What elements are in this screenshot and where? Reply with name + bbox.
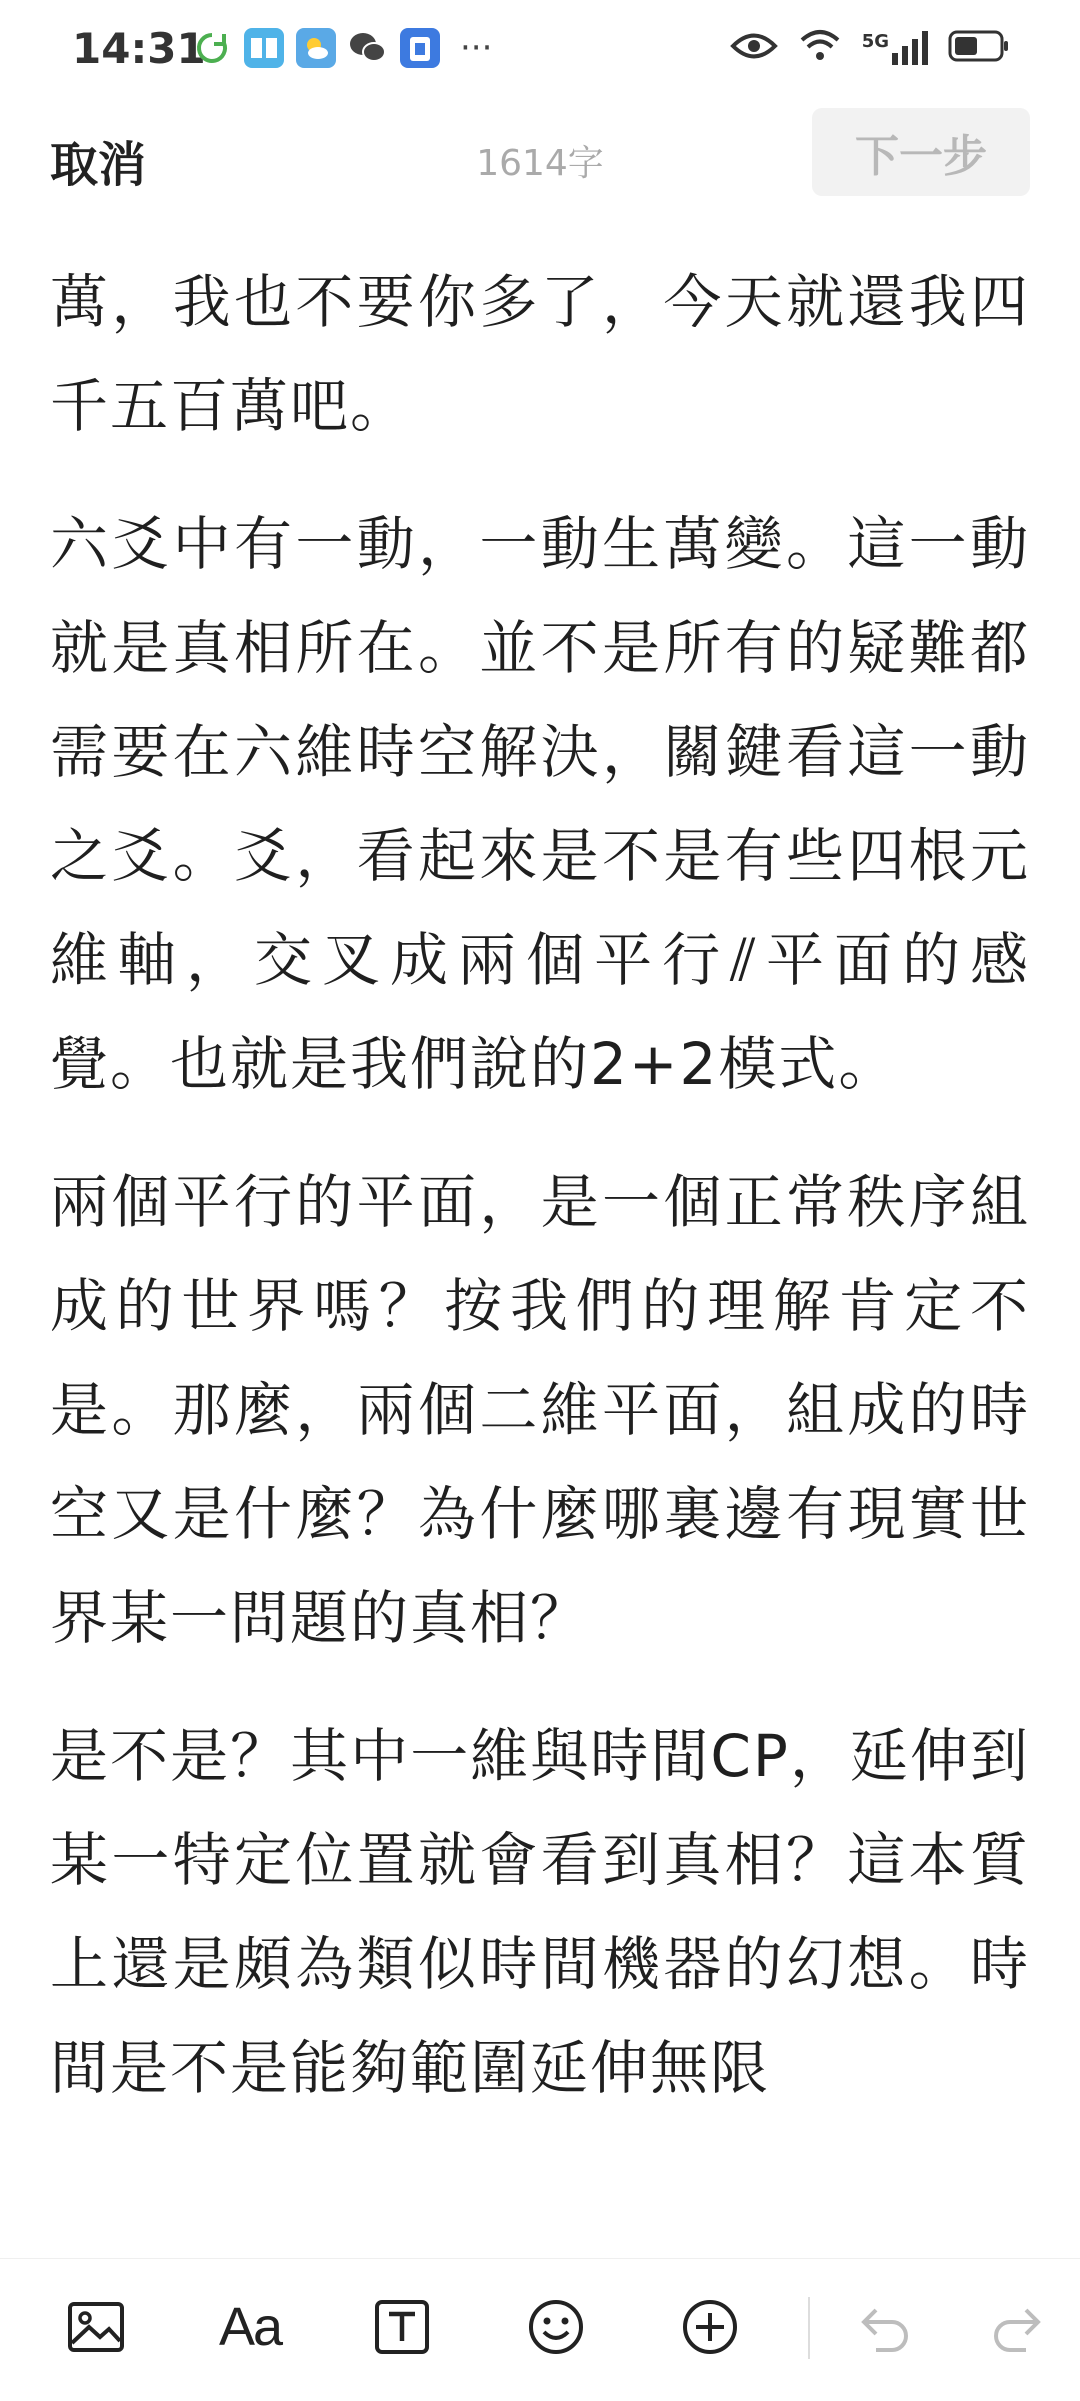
word-count: 1614字 xyxy=(476,143,604,184)
network-type: 5G xyxy=(861,31,889,52)
sync-icon xyxy=(192,28,232,68)
cancel-button[interactable]: 取消 xyxy=(50,137,147,193)
paragraph[interactable]: 萬，我也不要你多了，今天就還我四千五百萬吧。 xyxy=(50,268,1030,440)
wifi-icon xyxy=(798,28,842,68)
eye-icon xyxy=(730,31,778,65)
add-icon[interactable] xyxy=(670,2287,750,2367)
status-bar xyxy=(0,0,1080,100)
book-icon xyxy=(244,28,284,68)
notification-icons xyxy=(192,28,492,68)
editor-header xyxy=(0,100,1080,210)
more-notifications-icon: ··· xyxy=(460,28,493,68)
clipboard-icon xyxy=(400,28,440,68)
cellular-signal-icon xyxy=(862,31,928,65)
text-box-icon[interactable] xyxy=(362,2287,442,2367)
paragraph[interactable]: 兩個平行的平面，是一個正常秩序組成的世界嗎？按我們的理解肯定不是。那麼，兩個二維平面，組成的時空又是什麼？為什麼哪裏邊有現實世界某一問題的真相？ xyxy=(50,1168,1030,1652)
weather-icon xyxy=(296,28,336,68)
emoji-icon[interactable] xyxy=(516,2287,596,2367)
system-status xyxy=(730,28,1010,68)
editor-content[interactable] xyxy=(50,250,1030,2245)
undo-icon[interactable] xyxy=(846,2287,926,2367)
paragraph[interactable]: 是不是？其中一維與時間CP，延伸到某一特定位置就會看到真相？這本質上還是頗為類似時間機器的幻想。時間是不是能夠範圍延伸無限 xyxy=(50,1722,1030,2102)
paragraph[interactable]: 六爻中有一動，一動生萬變。這一動就是真相所在。並不是所有的疑難都需要在六維時空解決，關鍵看這一動之爻。爻，看起來是不是有些四根元維軸，交叉成兩個平行⫽平面的感覺。也就是我們說的2+2模式。 xyxy=(50,510,1030,1098)
status-time: 14:31 xyxy=(72,24,206,73)
image-icon[interactable] xyxy=(56,2287,136,2367)
toolbar-divider xyxy=(808,2297,810,2359)
text-style-icon[interactable] xyxy=(210,2287,290,2367)
battery-icon xyxy=(948,30,1010,66)
next-step-button[interactable]: 下一步 xyxy=(812,108,1030,196)
wechat-icon xyxy=(348,28,388,68)
text-style-label: Aa xyxy=(218,2297,282,2357)
editor-toolbar xyxy=(0,2258,1080,2401)
redo-icon[interactable] xyxy=(976,2287,1056,2367)
